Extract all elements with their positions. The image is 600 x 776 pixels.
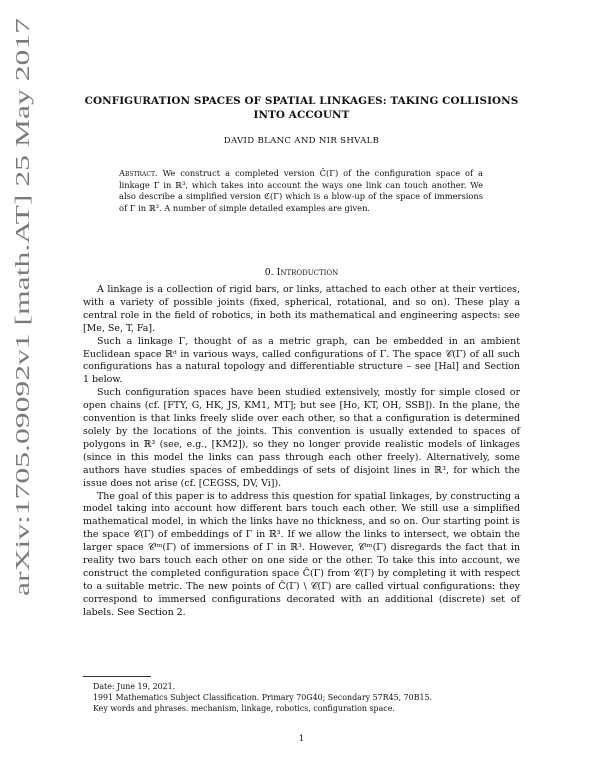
abstract-text: We construct a completed version Ĉ(Γ) of the configuration space of a linkage Γ in ℝ³, which takes into account the ways one link can touch another. We also describe a simplified version ℭ(Γ) which is a blow-up of the space of immersions of Γ in ℝ³. A number of simple detailed examples are given. — [119, 168, 483, 213]
abstract — [119, 168, 483, 214]
introduction-body — [83, 284, 520, 620]
footnotes — [83, 682, 520, 715]
abstract-label: Abstract. — [119, 168, 158, 178]
paper-authors: DAVID BLANC AND NIR SHVALB — [223, 136, 380, 146]
footnote-rule — [83, 676, 151, 677]
footnote-msc: 1991 Mathematics Subject Classification. Primary 70G40; Secondary 57R45, 70B15. — [93, 692, 433, 702]
arxiv-identifier-text: arXiv:1705.09092v1 [math.AT] 25 May 2017 — [12, 221, 34, 596]
paragraph: Such configuration spaces have been studied extensively, mostly for simple closed or open chains (cf. [FTY, G, HK, JS, KM1, MT]; but see [Ho, KT, OH, SSB]). In the plane, the convention is that links freely slide over each other, so that a configuration is determined solely by the locations of the joints. This convention is usually extended to spaces of polygons in ℝ³ (see, e.g., [KM2]), so they no longer provide realistic models of linkages (since in this model the links can pass through each other freely). Alternatively, some authors have studies spaces of embeddings of sets of disjoint lines in ℝ³, for which the issue does not arise (cf. [CEGSS, DV, Vi]). — [83, 387, 520, 489]
paragraph: The goal of this paper is to address this question for spatial linkages, by constructing a model taking into account how different bars touch each other. We still use a simplified mathematical model, in which the links have no thickness, and so on. Our starting point is the space 𝒞(Γ) of embeddings of Γ in ℝ³. If we allow the links to intersect, we obtain the larger space 𝒞ⁱᵐ(Γ) of immersions of Γ in ℝ³. However, 𝒞ⁱᵐ(Γ) disregards the fact that in reality two bars touch each other on one side or the other. To take this into account, we construct the completed configuration space Ĉ(Γ) from 𝒞(Γ) by completing it with respect to a suitable metric. The new points of Ĉ(Γ) \ 𝒞(Γ) are called virtual configurations: they correspond to immersed configurations decorated with an additional (discrete) set of labels. See Section 2. — [83, 490, 520, 618]
footnote-keywords: Key words and phrases. mechanism, linkage, robotics, configuration space. — [93, 703, 395, 713]
page-number: 1 — [298, 734, 305, 744]
section-heading: 0. Introduction — [264, 267, 339, 278]
arxiv-identifier-stamp — [5, 16, 37, 596]
paragraph: A linkage is a collection of rigid bars, or links, attached to each other at their vertices, with a variety of possible joints (fixed, spherical, rotational, and so on). These play a central role in the field of robotics, in both its mathematical and engineering aspects: see [Me, Se, T, Fa]. — [83, 284, 520, 334]
paper-title: CONFIGURATION SPACES OF SPATIAL LINKAGES: TAKING COLLISIONS INTO ACCOUNT — [84, 95, 519, 121]
paragraph: Such a linkage Γ, thought of as a metric graph, can be embedded in an ambient Euclidean space ℝᵈ in various ways, called configurations of Γ. The space 𝒞(Γ) of all such configurations has a natural topology and differentiable structure – see [Hal] and Section 1 below. — [83, 335, 520, 386]
footnote-date: Date: June 19, 2021. — [93, 682, 176, 691]
